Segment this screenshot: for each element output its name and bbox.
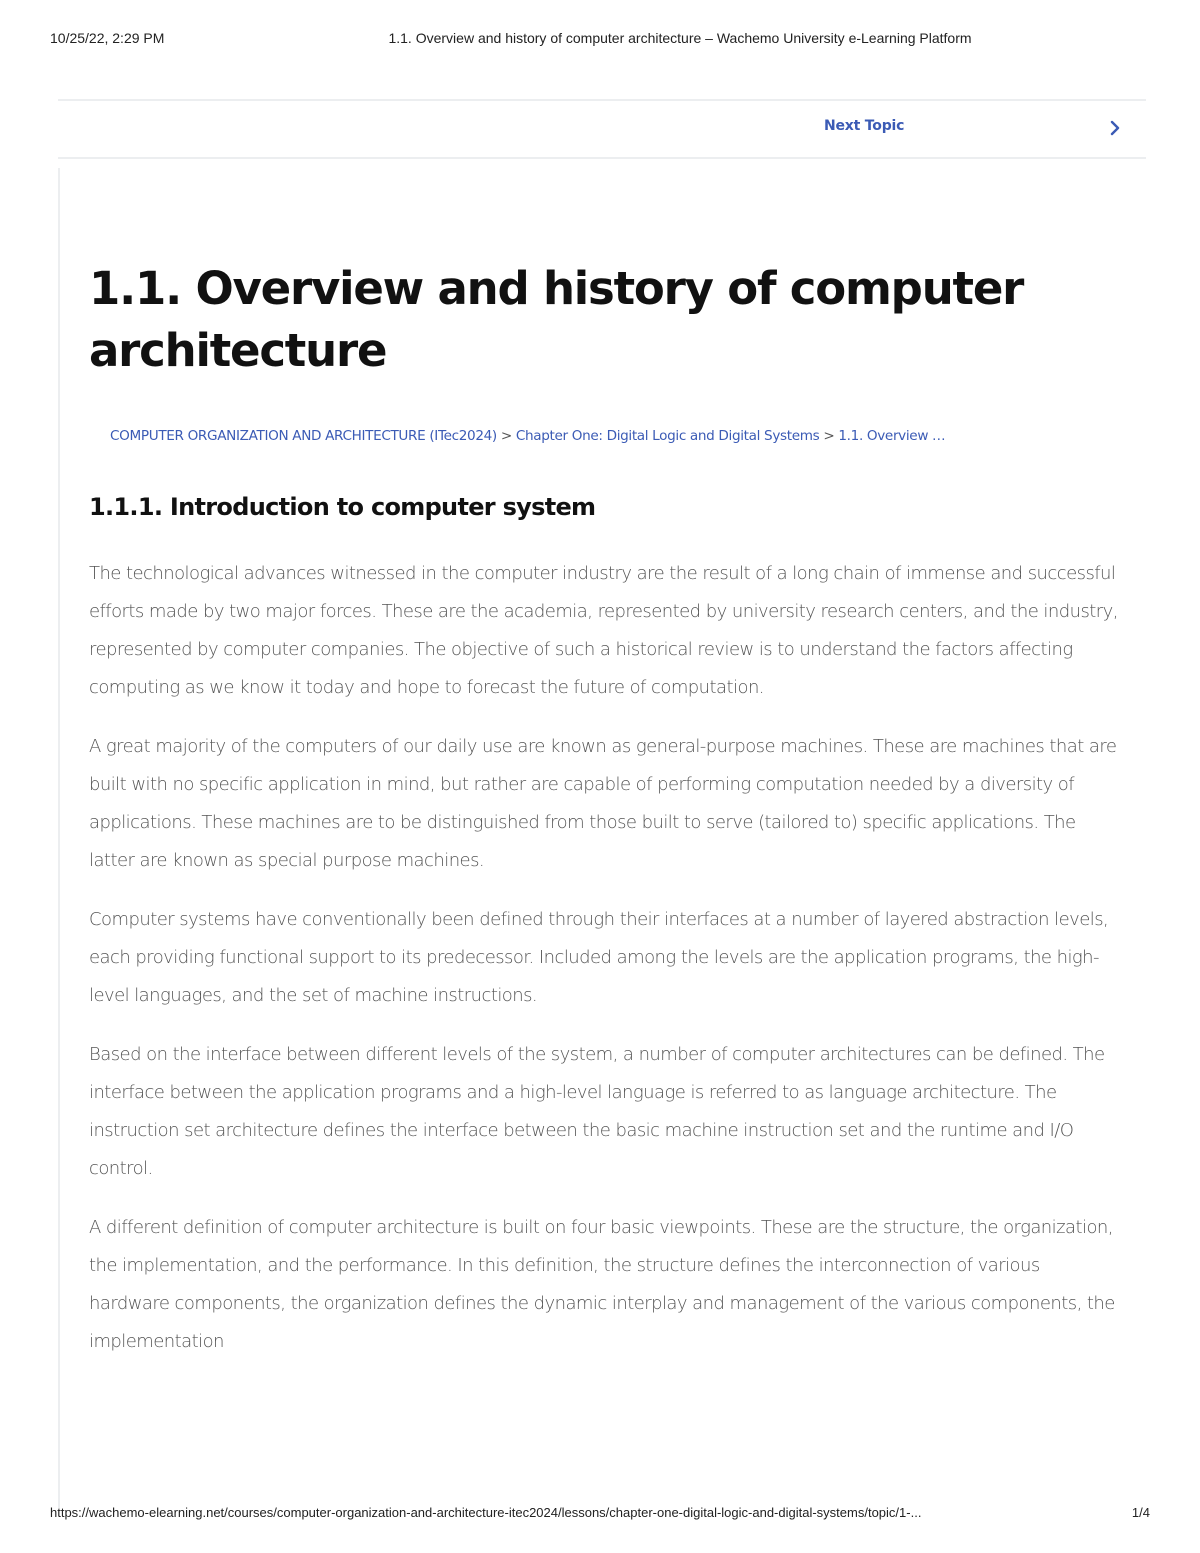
paragraph: Based on the interface between different levels of the system, a number of computer architectures can be defined. The interface between the application programs and a high-level language is referred to as language architecture. The instruction set architecture defines the interface between the basic machine instruction set and the runtime and I/O control.: [89, 1044, 1105, 1179]
print-page-number: 1/4: [1131, 1505, 1150, 1520]
print-datetime: 10/25/22, 2:29 PM: [50, 30, 165, 46]
breadcrumb: [110, 428, 1110, 444]
paragraph: A great majority of the computers of our daily use are known as general-purpose machines. These are machines that are built with no specific application in mind, but rather are capable of performing computation needed by a diversity of applications. These machines are to be distinguished from those built to serve (tailored to) specific applications. The latter are known as special purpose machines.: [89, 736, 1117, 871]
paragraph: A different definition of computer architecture is built on four basic viewpoints. These are the structure, the organization, the implementation, and the performance. In this definition, the structure defines the interconnection of various hardware components, the organization defines the dynamic interplay and management of the various components, the implementation: [89, 1217, 1115, 1352]
chevron-right-icon[interactable]: [1104, 117, 1126, 139]
topic-navigation: [58, 99, 1146, 159]
section-heading: 1.1.1. Introduction to computer system: [89, 493, 596, 521]
print-url: https://wachemo-elearning.net/courses/computer-organization-and-architecture-itec2024/lessons/chapter-one-digital-logic-and-digital-systems/topic/1-...: [50, 1505, 922, 1520]
next-topic-link[interactable]: Next Topic: [824, 118, 905, 134]
print-footer: [50, 1505, 1150, 1525]
breadcrumb-separator: >: [823, 428, 839, 444]
breadcrumb-separator: >: [500, 428, 516, 444]
print-document-title: 1.1. Overview and history of computer architecture – Wachemo University e-Learning Platform: [388, 30, 972, 46]
breadcrumb-course[interactable]: COMPUTER ORGANIZATION AND ARCHITECTURE (ITec2024): [110, 428, 497, 444]
article-body: [89, 555, 1119, 1382]
breadcrumb-chapter[interactable]: Chapter One: Digital Logic and Digital Systems: [515, 428, 820, 444]
page-title: 1.1. Overview and history of computer architecture: [89, 262, 1024, 377]
paragraph: Computer systems have conventionally been defined through their interfaces at a number of layered abstraction levels, each providing functional support to its predecessor. Included among the levels are the application programs, the high-level languages, and the set of machine instructions.: [89, 909, 1109, 1006]
print-header: [50, 30, 1150, 50]
content-left-border: [58, 168, 60, 1508]
paragraph: The technological advances witnessed in the computer industry are the result of a long chain of immense and successful efforts made by two major forces. These are the academia, represented by university research centers, and the industry, represented by computer companies. The objective of such a historical review is to understand the factors affecting computing as we know it today and hope to forecast the future of computation.: [89, 563, 1118, 698]
breadcrumb-topic[interactable]: 1.1. Overview …: [838, 428, 946, 444]
